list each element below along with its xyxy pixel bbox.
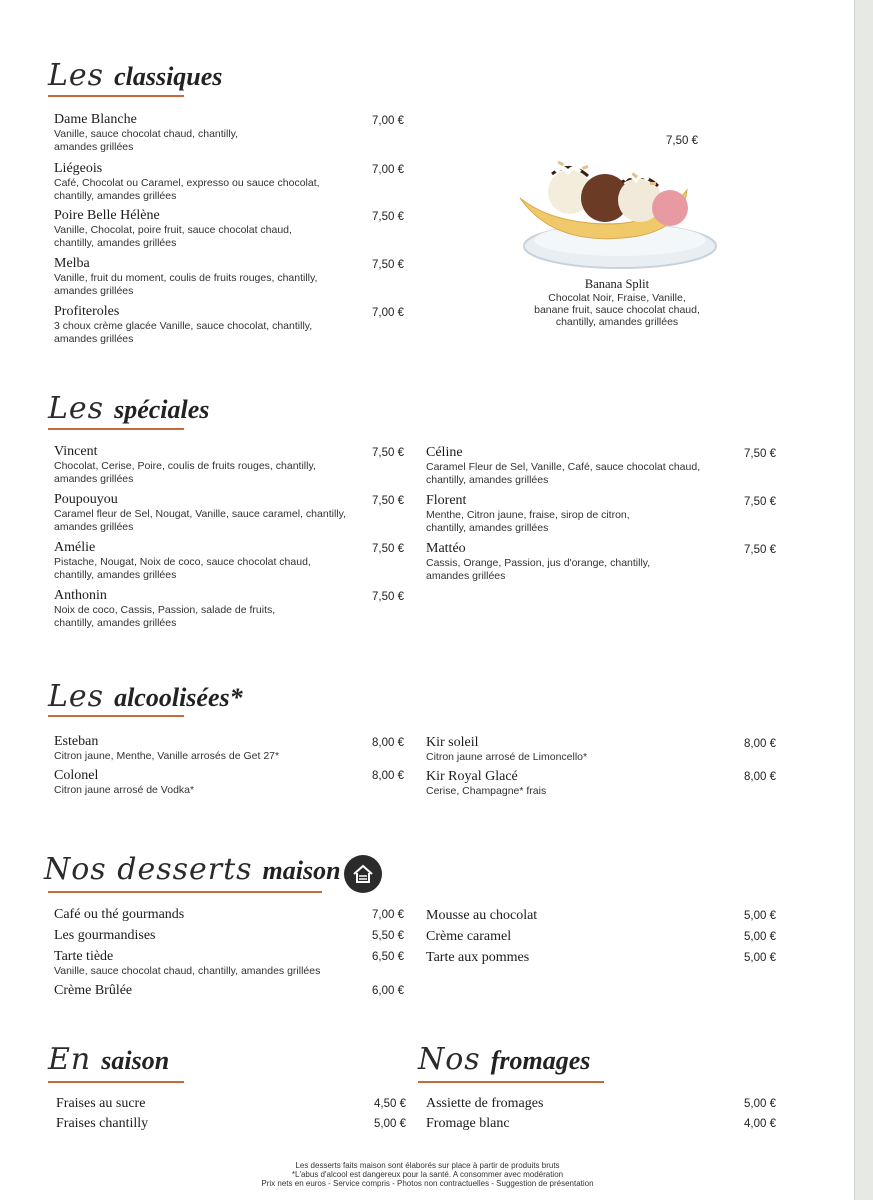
item-price: 7,50 € <box>744 544 776 556</box>
item-name: Melba <box>54 256 90 271</box>
item-name: Tarte tiède <box>54 949 114 964</box>
item-name: Liégeois <box>54 161 103 176</box>
section-bold: saison <box>101 1046 170 1075</box>
menu-item <box>54 208 292 250</box>
item-name: Dame Blanche <box>54 112 137 127</box>
menu-item <box>426 735 587 764</box>
section-script: En <box>48 1042 92 1077</box>
section-bold: maison <box>262 856 341 885</box>
item-name: Vincent <box>54 444 98 459</box>
item-desc: amandes grillées <box>426 570 506 582</box>
house-icon <box>344 855 382 893</box>
item-desc: Citron jaune arrosé de Limoncello* <box>426 751 588 763</box>
item-desc: Vanille, fruit du moment, coulis de fruits rouges, chantilly, <box>54 272 318 284</box>
featured-desc: chantilly, amandes grillées <box>555 316 679 328</box>
menu-item <box>54 540 311 582</box>
section-title-speciales <box>48 391 209 426</box>
menu-item <box>56 1116 148 1132</box>
item-name: Poire Belle Hélène <box>54 208 160 223</box>
section-underline <box>48 715 184 717</box>
item-price: 7,00 € <box>372 307 404 319</box>
menu-item <box>426 950 529 966</box>
section-script: Les <box>48 391 105 426</box>
item-price: 4,00 € <box>744 1118 776 1130</box>
featured-price: 7,50 € <box>666 135 698 147</box>
menu-item <box>54 112 238 154</box>
item-price: 8,00 € <box>744 771 776 783</box>
item-price: 8,00 € <box>744 738 776 750</box>
item-desc: Cassis, Orange, Passion, jus d'orange, chantilly, <box>426 557 651 569</box>
item-price: 8,00 € <box>372 737 404 749</box>
item-desc: Vanille, Chocolat, poire fruit, sauce chocolat chaud, <box>54 224 292 236</box>
item-desc: Citron jaune, Menthe, Vanille arrosés de Get 27* <box>54 750 280 762</box>
section-script: Nos <box>418 1042 481 1077</box>
item-name: Poupouyou <box>54 492 118 507</box>
item-desc: Caramel fleur de Sel, Nougat, Vanille, sauce caramel, chantilly, <box>54 508 347 520</box>
footer-line: Prix nets en euros - Service compris - Photos non contractuelles - Suggestion de présentation <box>261 1179 594 1188</box>
item-desc: Caramel Fleur de Sel, Vanille, Café, sauce chocolat chaud, <box>426 461 701 473</box>
item-name: Céline <box>426 445 463 460</box>
menu-item <box>426 541 650 583</box>
page-edge <box>854 0 873 1200</box>
menu-item <box>54 734 279 763</box>
item-price: 6,50 € <box>372 951 404 963</box>
menu-item <box>54 304 312 346</box>
item-price: 7,50 € <box>372 495 404 507</box>
item-name: Les gourmandises <box>54 928 156 943</box>
section-title-classiques <box>48 58 222 93</box>
item-desc: Citron jaune arrosé de Vodka* <box>54 784 195 796</box>
item-price: 5,50 € <box>372 930 404 942</box>
item-price: 5,00 € <box>374 1118 406 1130</box>
section-bold: fromages <box>490 1046 591 1075</box>
item-price: 7,50 € <box>744 496 776 508</box>
section-script: Nos desserts <box>44 852 253 887</box>
item-price: 4,50 € <box>374 1098 406 1110</box>
section-title-saison <box>48 1042 169 1077</box>
menu-item <box>426 1116 510 1132</box>
menu-item <box>54 768 194 797</box>
item-desc: chantilly, amandes grillées <box>54 617 177 629</box>
menu-item <box>426 929 511 945</box>
item-name: Crème caramel <box>426 929 512 944</box>
item-name: Fromage blanc <box>426 1116 510 1131</box>
featured-name: Banana Split <box>584 277 650 291</box>
item-name: Kir Royal Glacé <box>426 769 518 784</box>
menu-item <box>54 588 275 630</box>
item-desc: amandes grillées <box>54 473 134 485</box>
item-price: 7,50 € <box>372 447 404 459</box>
item-name: Crème Brûlée <box>54 983 133 998</box>
item-desc: Pistache, Nougat, Noix de coco, sauce chocolat chaud, <box>54 556 311 568</box>
item-name: Florent <box>426 493 467 508</box>
item-name: Esteban <box>54 734 99 749</box>
item-desc: Chocolat, Cerise, Poire, coulis de fruits rouges, chantilly, <box>54 460 316 472</box>
item-desc: Vanille, sauce chocolat chaud, chantilly, <box>54 128 239 140</box>
menu-item <box>426 493 630 535</box>
section-title-desserts <box>44 852 341 887</box>
item-desc: chantilly, amandes grillées <box>54 190 177 202</box>
item-price: 5,00 € <box>744 952 776 964</box>
menu-item <box>54 928 155 944</box>
item-name: Tarte aux pommes <box>426 950 530 965</box>
featured-item <box>512 276 722 328</box>
section-script: Les <box>48 679 105 714</box>
item-name: Assiette de fromages <box>426 1096 544 1111</box>
item-desc: amandes grillées <box>54 141 134 153</box>
item-price: 7,50 € <box>372 543 404 555</box>
menu-item <box>56 1096 145 1112</box>
item-name: Colonel <box>54 768 99 783</box>
item-desc: chantilly, amandes grillées <box>426 522 549 534</box>
item-desc: chantilly, amandes grillées <box>54 569 177 581</box>
featured-desc: banane fruit, sauce chocolat chaud, <box>534 304 700 316</box>
menu-item <box>426 445 700 487</box>
item-desc: Noix de coco, Cassis, Passion, salade de fruits, <box>54 604 276 616</box>
item-desc: amandes grillées <box>54 521 134 533</box>
item-desc: Vanille, sauce chocolat chaud, chantilly, amandes grillées <box>54 965 321 977</box>
item-price: 7,50 € <box>372 259 404 271</box>
section-underline <box>418 1081 604 1083</box>
item-name: Anthonin <box>54 588 107 603</box>
item-price: 5,00 € <box>744 1098 776 1110</box>
item-desc: Menthe, Citron jaune, fraise, sirop de citron, <box>426 509 630 521</box>
item-name: Mousse au chocolat <box>426 908 538 923</box>
item-desc: Café, Chocolat ou Caramel, expresso ou sauce chocolat, <box>54 177 320 189</box>
section-title-fromages <box>418 1042 590 1077</box>
menu-item <box>54 949 320 978</box>
item-price: 7,50 € <box>372 591 404 603</box>
item-desc: chantilly, amandes grillées <box>54 237 177 249</box>
item-price: 7,00 € <box>372 164 404 176</box>
section-script: Les <box>48 58 105 93</box>
item-name: Mattéo <box>426 541 466 556</box>
section-bold: alcoolisées* <box>114 683 243 712</box>
item-desc: Cerise, Champagne* frais <box>426 785 547 797</box>
section-underline <box>48 1081 184 1083</box>
item-name: Kir soleil <box>426 735 479 750</box>
item-desc: amandes grillées <box>54 285 134 297</box>
menu-item <box>54 256 317 298</box>
footer-notes <box>0 1161 855 1188</box>
item-desc: 3 choux crème glacée Vanille, sauce chocolat, chantilly, <box>54 320 313 332</box>
item-desc: amandes grillées <box>54 333 134 345</box>
menu-item <box>54 983 132 999</box>
item-price: 7,50 € <box>372 211 404 223</box>
item-price: 8,00 € <box>372 770 404 782</box>
menu-item <box>426 1096 543 1112</box>
menu-item <box>54 907 184 923</box>
section-bold: classiques <box>114 62 223 91</box>
featured-desc: Chocolat Noir, Fraise, Vanille, <box>548 292 686 304</box>
footer-line: Les desserts faits maison sont élaborés sur place à partir de produits bruts <box>295 1161 560 1170</box>
item-desc: chantilly, amandes grillées <box>426 474 549 486</box>
section-bold: spéciales <box>114 395 210 424</box>
item-price: 7,00 € <box>372 909 404 921</box>
item-name: Café ou thé gourmands <box>54 907 185 922</box>
menu-item <box>54 492 346 534</box>
item-price: 6,00 € <box>372 985 404 997</box>
item-name: Fraises chantilly <box>56 1116 149 1131</box>
section-underline <box>48 428 184 430</box>
item-price: 7,00 € <box>372 115 404 127</box>
item-price: 7,50 € <box>744 448 776 460</box>
item-name: Profiteroles <box>54 304 120 319</box>
banana-split-image <box>512 152 718 274</box>
menu-item <box>426 908 537 924</box>
menu-item <box>426 769 546 798</box>
menu-item <box>54 161 320 203</box>
section-underline <box>48 95 184 97</box>
item-name: Fraises au sucre <box>56 1096 146 1111</box>
item-price: 5,00 € <box>744 910 776 922</box>
item-price: 5,00 € <box>744 931 776 943</box>
section-title-alcoolisees <box>48 679 243 714</box>
menu-item <box>54 444 316 486</box>
footer-line: *L'abus d'alcool est dangereux pour la santé. A consommer avec modération <box>291 1170 564 1179</box>
item-name: Amélie <box>54 540 96 555</box>
section-underline <box>48 891 322 893</box>
